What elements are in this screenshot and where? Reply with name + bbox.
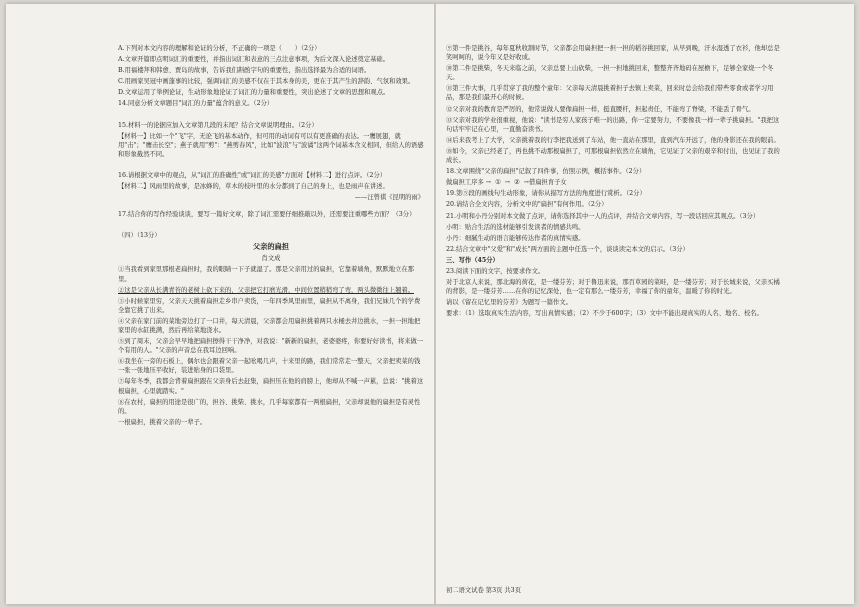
q18-flow-arrow: → — [504, 179, 510, 187]
q14-stem: 14.同意分析文章题目"词汇的力量"蕴含的意义。（2分） — [118, 100, 274, 108]
q19-stem: 19.第⑤段的画线句生动形象，请你从描写方法的角度进行赏析。（2分） — [446, 190, 646, 198]
story-paragraph: ⑩第二件是挑柴，冬天来临之前，父亲总要上山砍柴，一担一担地挑回来，整整齐齐地码在屋檐下，足够全家烧一个冬天。 — [446, 65, 774, 82]
story-paragraph: ⑤到了周末，父亲会早早地把扁担擦得干干净净，对我说："新新的扁担，老婆婆疼，你要好好读书，将来做一个有用的人。"父亲的声音总在我耳边回响。 — [118, 338, 424, 355]
q13-stem: A.下列对本文内容的理解和论证的分析，不正确的一项是（ ）（2分） — [118, 45, 321, 52]
q21-option-b: 小丹：细腻生动的语言能够传达作者的真情实感。 — [446, 234, 585, 242]
q21-option-a: 小明：贴合生活的选材能够引发读者的情感共鸣。 — [446, 223, 585, 231]
q23-stem: 23.阅读下面的文字，按要求作文。 — [446, 267, 545, 275]
q13-option-c: C.用画家吴冠中画蓬事的比较，强调词汇的美感不仅在于其本身的美，更在于其产生的辞韵、气氛和效果。 — [118, 78, 415, 86]
q16-material: 【材料二】风雨里的故事，是冰蜂的，草木的枝叶里的水分都到了自己的身上，也是雨声在讲述。 — [118, 183, 389, 191]
exam-sheet — [6, 4, 854, 604]
q13-option-a: A.文章开篇即点明词汇的重要性，并指出词汇和表意的三点注意事项，为后文深入论述奠定基础。 — [118, 56, 390, 64]
story-paragraph: ③小时候家里穷，父亲天天挑着扁担走乡串户卖货，一年四季风里雨里，扁担从不离身，我们兄妹几个的学费全靠它挑了出来。 — [118, 297, 421, 314]
story-closing-line: 一根扁担，挑着父亲的一辈子。 — [118, 418, 207, 426]
essay-task: 请以《留在记忆里的芬芳》为题写一篇作文。 — [446, 299, 572, 307]
page-footer: 初二语文试卷 第3页 共3页 — [446, 587, 521, 594]
page-fold — [434, 4, 436, 604]
q16-source: ——汪曾祺《昆明的雨》 — [354, 194, 424, 202]
q20-stem: 20.请结合全文内容，分析文中的"扁担"有何作用。（2分） — [446, 201, 608, 209]
essay-prompt: 对于北京人来说，那北海的荷花，是一缕芬芳；对于鲁迅来说，那百草园的菜畦，是一缕芬芳；对于长城来说，父亲买橘的背影，是一缕芬芳……在你的记忆深处，也一定有那么一缕芬芳，幸福了你的童年，温暖了你的时光。 — [446, 279, 780, 296]
story-paragraph: ⑨第一件是挑谷，每年夏秋收割时节，父亲都会用扁担把一担一担的稻谷挑回家，从早到晚，汗水湿透了衣衫，他却总是笑呵呵的，说今年又是好收成。 — [446, 45, 780, 62]
story-paragraph: ⑥我坐在一旁的石板上，偶尔也会跟着父亲一起吆喝几声，十来里的路，我们常常走一整天，父亲把卖菜的钱一张一张地压平收好，装进贴身的口袋里。 — [118, 358, 421, 375]
q13-option-b: B.用福楼拜和韩愈、贾岛的故事，告诉我们斟酌字句的重要性，指出选择最为合适的词语。 — [118, 67, 371, 75]
q15-stem: 15.材料一的论据应加入文章第几段的末尾？结合文章说明理由。（2分） — [118, 121, 318, 129]
story-paragraph: ④父亲在家门前的菜地旁边打了一口井，每天清晨，父亲都会用扁担挑着两只水桶去井边挑水，一担一担地把家里的水缸挑满，然后再给菜地浇水。 — [118, 317, 421, 334]
story-paragraph: ⑫父亲对我的教育是严厉的，他常说做人要像扁担一样，挺直腰杆，担起责任，不能弯了脊梁，不能丢了骨气。 — [446, 105, 755, 113]
story-paragraph: ⑮如今，父亲已经老了，再也挑不动那根扁担了，可那根扁担依然立在墙角，它见证了父亲的艰辛和付出，也见证了我的成长。 — [446, 147, 780, 165]
q18-flow-step: →借扁担育子女 — [523, 179, 567, 187]
q18-stem: 18.文章围绕"父亲的扁担"记叙了四件事，仿照示例，概括事件。（2分） — [446, 168, 646, 176]
story-title: 父亲的扁担 — [253, 242, 289, 252]
story-paragraph: ②这是父亲从长满青苔的老树上砍下来的，父亲把它打磨光滑，中间位置稍稍弯了弯，两头微微往上翘着。 — [118, 286, 414, 294]
q17-stem: 17.结合你的写作经验谈谈，要写一篇好文章，除了词汇需要仔细推敲以外，还需要注重哪些方面？（3分） — [118, 211, 416, 219]
section-3-label: 三、写作（45分） — [446, 256, 499, 264]
story-paragraph: ⑪第三件大事，几乎贯穿了我的整个童年：父亲每天清晨挑着担子去镇上卖菜，回来时总会给我们带些零食或者学习用品，那是我们最开心的时候。 — [446, 85, 774, 102]
q18-flow — [446, 178, 780, 187]
story-author: 肖文成 — [261, 255, 281, 263]
story-paragraph: ①当我看到家里那根老扁担时，我的眼睛一下子就湿了。那是父亲用过的扁担，它靠着墙角，默默地立在那里。 — [118, 266, 414, 283]
q21-stem: 21.小明和小丹分别对本文做了点评，请你选择其中一人的点评，并结合文章内容，写一段话回应其观点。（3分） — [446, 212, 760, 220]
story-paragraph: ⑦每年冬季，我都会背着扁担跟在父亲身后去赶集，扁担压在他的肩膀上，他却从不喊一声累，总说："挑着这根扁担，心里就踏实。" — [118, 378, 424, 395]
story-paragraph: ⑬父亲对我的学业很重视，他说："读书是穷人家孩子唯一的出路，你一定要努力，不要像我一样一辈子挑扁担。"我把这句话牢牢记在心里，一直勤奋读书。 — [446, 116, 780, 133]
q15-material: 【材料一】比如一个"飞"字，无论飞的基本动作，但可用的动词有可以有更准确的表达。一鹰展翅，就用"击"；"鹰击长空"；燕子就用"剪"："燕剪春风"，比如"波浪"与"波谲"这两个词基本含义相同，但给人的语感和形象截然不同。 — [118, 132, 424, 158]
q13-option-d: D.文章运用了举例论证，生动形象地论证了词汇的力量和重要性，突出论述了文章的思想和观点。 — [118, 89, 390, 97]
story-paragraph: ⑭后来我考上了大学，父亲挑着我的行李把我送到了车站，他一直站在那里，直到汽车开远了，他的身影还在我的眼前。 — [446, 136, 780, 144]
q18-flow-blank[interactable]: ② — [514, 179, 520, 187]
essay-requirements: 要求：（1）选取真实生活内容，写出真情实感；（2）不少于600字；（3）文中不能出现真实的人名、地名、校名。 — [446, 310, 763, 318]
q18-flow-step: 做扁担工序多 → — [446, 179, 492, 187]
section-4-label: （四）（13分） — [118, 232, 161, 240]
story-paragraph: ⑧在农村，扁担的用途是很广的，担谷、挑柴、挑水，几乎每家都有一两根扁担，父亲却说他的扁担是有灵性的。 — [118, 398, 421, 415]
q22-stem: 22.结合文章中"父爱"和"成长"两方面的主题中任选一个，谈谈读完本文的启示。（3分） — [446, 245, 689, 253]
left-column — [118, 44, 424, 576]
q18-flow-blank[interactable]: ① — [495, 179, 501, 187]
right-column — [446, 44, 780, 576]
q16-stem: 16.请根据文章中的观点，从"词汇的准确性"或"词汇的美感"方面对【材料二】进行点评。（2分） — [118, 171, 387, 179]
